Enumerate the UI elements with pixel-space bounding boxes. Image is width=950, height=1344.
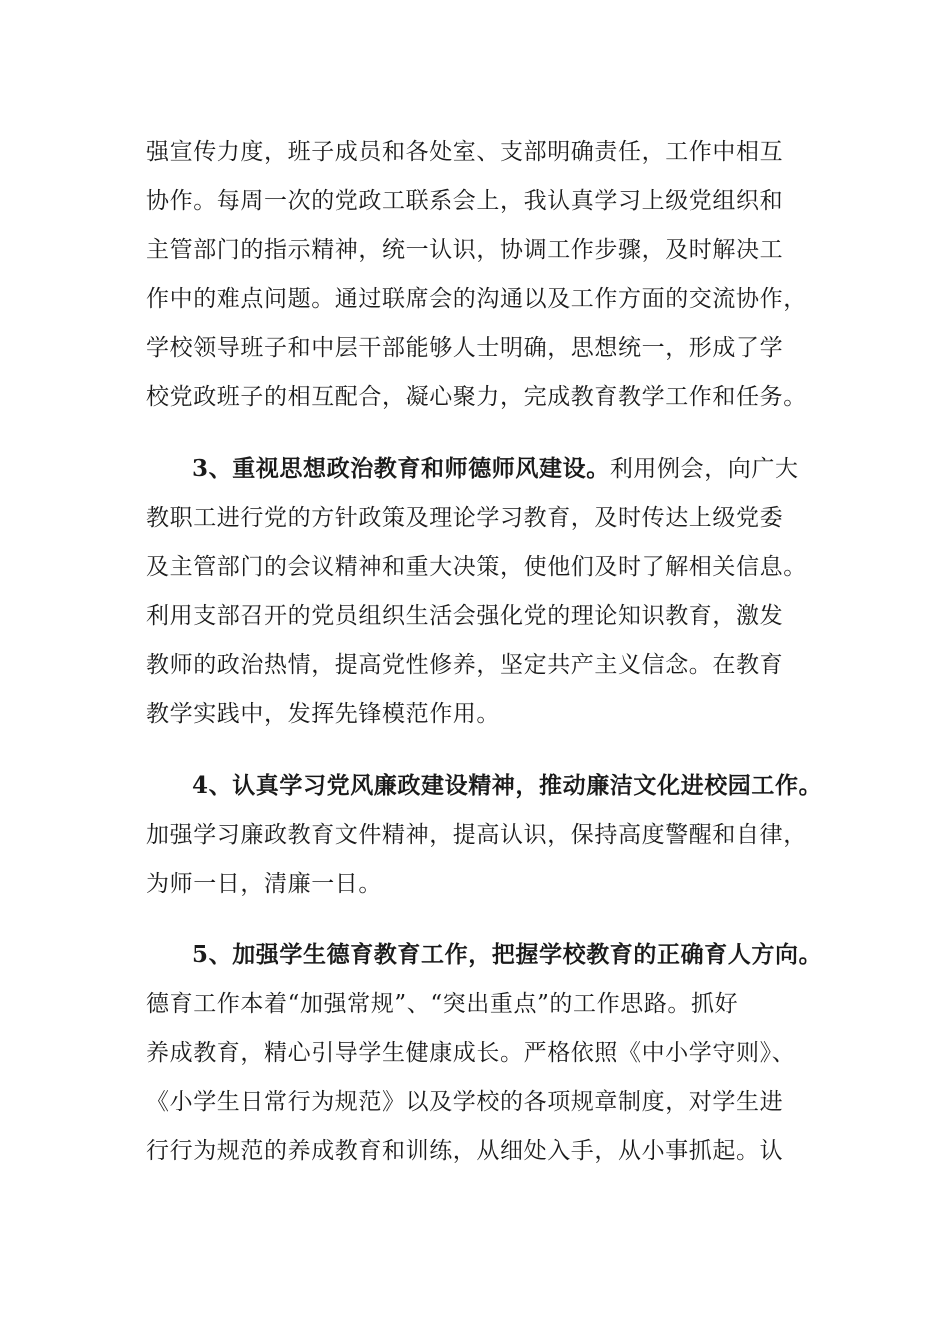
paragraph-line: 行行为规范的养成教育和训练，从细处入手，从小事抓起。认 (146, 1138, 784, 1164)
paragraph-line: 教学实践中，发挥先锋模范作用。 (146, 701, 500, 727)
paragraph-line: 校党政班子的相互配合，凝心聚力，完成教育教学工作和任务。 (146, 384, 807, 410)
paragraph-line: 主管部门的指示精神，统一认识，协调工作步骤，及时解决工 (146, 237, 784, 263)
section-3-first-line (192, 449, 872, 489)
paragraph-line: 强宣传力度，班子成员和各处室、支部明确责任，工作中相互 (146, 139, 784, 165)
paragraph-line: 协作。每周一次的党政工联系会上，我认真学习上级党组织和 (146, 188, 784, 214)
section-5-heading: 5、加强学生德育教育工作，把握学校教育的正确育人方向。 (192, 941, 823, 968)
section-3-first-line-rest: 利用例会，向广大 (609, 456, 799, 482)
paragraph-line: 教职工进行党的方针政策及理论学习教育，及时传达上级党委 (146, 505, 784, 531)
paragraph-line: 作中的难点问题。通过联席会的沟通以及工作方面的交流协作， (146, 286, 807, 312)
paragraph-line: 教师的政治热情，提高党性修养，坚定共产主义信念。在教育 (146, 652, 784, 678)
section-4-heading: 4、认真学习党风廉政建设精神，推动廉洁文化进校园工作。 (192, 772, 823, 799)
section-3-heading: 3、重视思想政治教育和师德师风建设。 (192, 455, 610, 482)
paragraph-line: 养成教育，精心引导学生健康成长。严格依照《中小学守则》、 (146, 1040, 796, 1066)
paragraph-line: 及主管部门的会议精神和重大决策，使他们及时了解相关信息。 (146, 554, 807, 580)
paragraph-line: 德育工作本着“加强常规”、“突出重点”的工作思路。抓好 (146, 991, 739, 1017)
paragraph-line: 学校领导班子和中层干部能够人士明确，思想统一，形成了学 (146, 335, 784, 361)
paragraph-line: 利用支部召开的党员组织生活会强化党的理论知识教育，激发 (146, 603, 784, 629)
paragraph-line: 《小学生日常行为规范》以及学校的各项规章制度，对学生进 (146, 1089, 784, 1115)
paragraph-line: 加强学习廉政教育文件精神，提高认识，保持高度警醒和自律， (146, 822, 807, 848)
paragraph-line: 为师一日，清廉一日。 (146, 871, 382, 897)
